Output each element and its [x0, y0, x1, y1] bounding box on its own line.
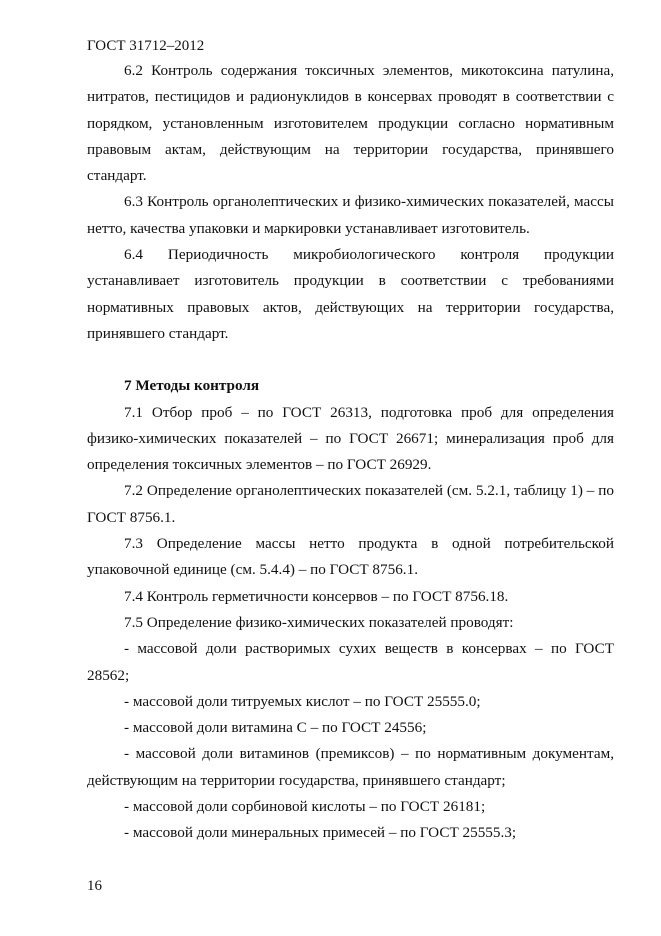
document-code-header: ГОСТ 31712–2012 [87, 38, 205, 54]
list-item-mineral-impurities: - массовой доли минеральных примесей – по ГОСТ 25555.3; [124, 824, 517, 842]
paragraph-7-5: 7.5 Определение физико-химических показателей проводят: [124, 613, 514, 631]
paragraph-7-1: 7.1 Отбор проб – по ГОСТ 26313, подготовка проб для определения физико-химических показателей – по ГОСТ 26671; минерализация проб для определения токсичных элементов – по ГОСТ 26929. [87, 403, 614, 474]
paragraph-7-2: 7.2 Определение органолептических показателей (см. 5.2.1, таблицу 1) – по ГОСТ 8756.1. [87, 482, 614, 526]
list-item-soluble-solids: - массовой доли растворимых сухих веществ в консервах – по ГОСТ 28562; [87, 640, 614, 684]
list-item-vitamin-c: - массовой доли витамина С – по ГОСТ 24556; [124, 719, 427, 737]
section-7-heading: 7 Методы контроля [124, 377, 260, 395]
paragraph-6-2: 6.2 Контроль содержания токсичных элементов, микотоксина патулина, нитратов, пестицидов и радионуклидов в консервах проводят в соответствии с порядком, установленным изготовителем продукции согласно нормативным правовым актам, действующим на территории государства, принявшего стандарт. [87, 62, 614, 185]
paragraph-7-4: 7.4 Контроль герметичности консервов – по ГОСТ 8756.18. [124, 587, 509, 605]
page-number: 16 [87, 878, 102, 894]
paragraph-7-3: 7.3 Определение массы нетто продукта в одной потребительской упаковочной единице (см. 5.4.4) – по ГОСТ 8756.1. [87, 535, 614, 579]
paragraph-6-4: 6.4 Периодичность микробиологического контроля продукции устанавливает изготовитель продукции в соответствии с требованиями нормативных правовых актов, действующих на территории государства, принявшего стандарт. [87, 246, 614, 342]
list-item-vitamins-premixes: - массовой доли витаминов (премиксов) – по нормативным документам, действующим на территории государства, принявшего стандарт; [87, 745, 614, 789]
list-item-sorbic-acid: - массовой доли сорбиновой кислоты – по ГОСТ 26181; [124, 798, 486, 816]
paragraph-6-3: 6.3 Контроль органолептических и физико-химических показателей, массы нетто, качества упаковки и маркировки устанавливает изготовитель. [87, 193, 614, 237]
document-body [87, 58, 614, 847]
list-item-titratable-acids: - массовой доли титруемых кислот – по ГОСТ 25555.0; [124, 692, 481, 710]
